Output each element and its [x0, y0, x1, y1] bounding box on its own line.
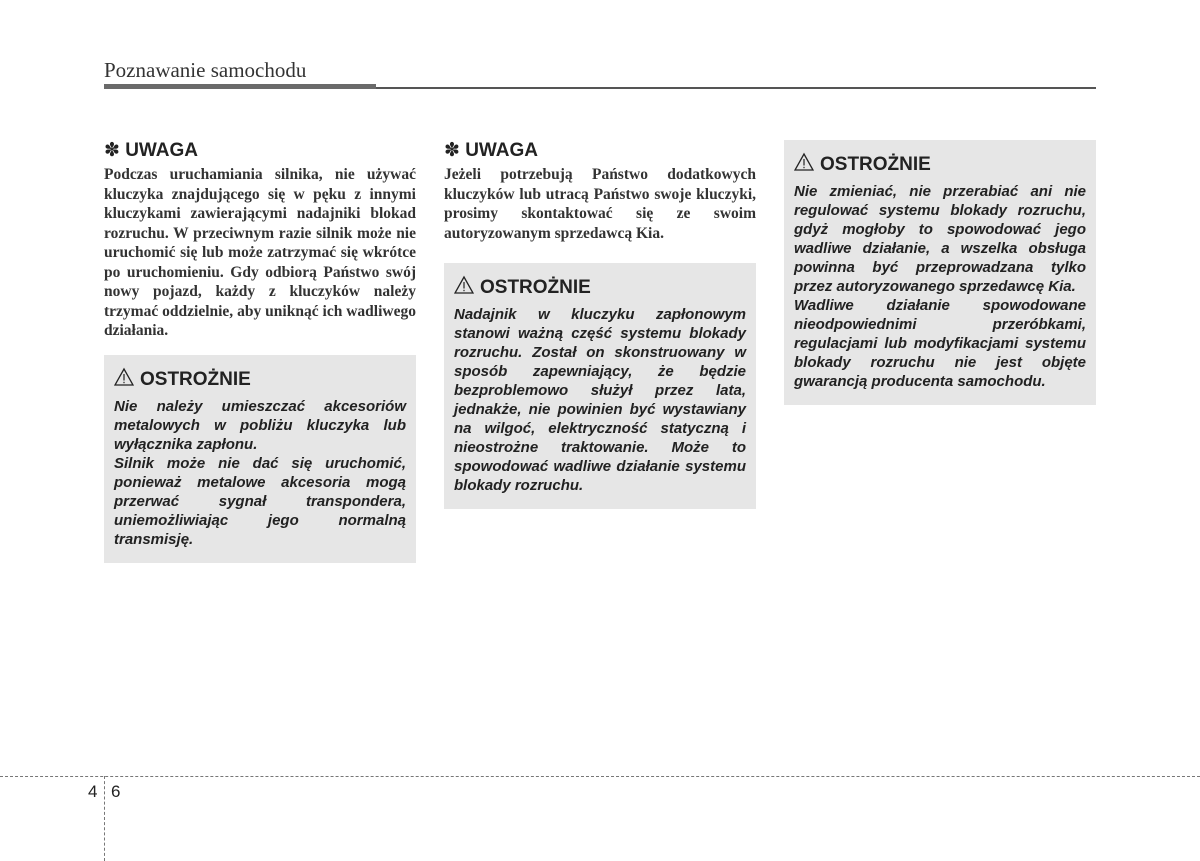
warning-triangle-icon	[114, 367, 134, 393]
header-rule-accent	[104, 84, 376, 89]
note-heading: ✽ UWAGA	[444, 140, 539, 161]
caution-box	[444, 263, 756, 509]
warning-triangle-icon	[794, 152, 814, 178]
page-section-number: 4	[88, 782, 98, 801]
warning-triangle-icon	[454, 275, 474, 301]
caution-title-text: OSTROŻNIE	[140, 368, 251, 390]
header-rule	[376, 87, 1096, 89]
caution-text: Silnik może nie dać się uruchomić, ponieważ metalowe akcesoria mogą przerwać sygnał transpondera, uniemożliwiając jego normalną transmisję.	[114, 454, 406, 548]
footer-vertical-divider	[104, 776, 105, 861]
caution-title	[114, 367, 406, 393]
page-header-title: Poznawanie samochodu	[104, 58, 307, 82]
caution-title	[454, 275, 746, 301]
footer-divider	[0, 776, 1200, 777]
column-left	[104, 140, 416, 563]
note-body: Jeżeli potrzebują Państwo dodatkowych kluczyków lub utracą Państwo swoje kluczyki, prosimy skontaktować się ze swoim autoryzowanym sprzedawcą Kia.	[444, 166, 756, 242]
column-right	[784, 140, 1096, 405]
page-number: 6	[111, 782, 121, 801]
column-middle	[444, 140, 756, 509]
caution-title-text: OSTROŻNIE	[480, 277, 591, 298]
caution-text: Nadajnik w kluczyku zapłonowym stanowi ważną część systemu blokady rozruchu. Został on skonstruowany w sposób zapewniający, że będzie bezproblemowo służył przez lata, jednakże, nie powinien być wystawiany na wilgoć, elektryczność statyczną i nieostrożne traktowanie. Może to spowodować wadliwe działanie systemu blokady rozruchu.	[454, 306, 746, 494]
note-body: Podczas uruchamiania silnika, nie używać kluczyka znajdującego się w pęku z innymi kluczykami zawierającymi nadajniki blokad rozruchu. W przeciwnym razie silnik może nie uruchomić się lub może zatrzymać się wkrótce po uruchomieniu. Gdy odbiorą Państwo swój nowy pojazd, każdy z kluczyków należy trzymać oddzielnie, aby uniknąć ich wadliwego działania.	[104, 166, 416, 339]
caution-text: Nie zmieniać, nie przerabiać ani nie regulować systemu blokady rozruchu, gdyż mogłoby to spowodować jego wadliwe działanie, a wszelka obsługa powinna być przeprowadzana tylko przez autoryzowanego sprzedawcę Kia.	[794, 183, 1086, 295]
caution-box	[784, 140, 1096, 405]
caution-title	[794, 152, 1086, 178]
note-heading: ✽ UWAGA	[104, 140, 199, 161]
caution-text: Nie należy umieszczać akcesoriów metalowych w pobliżu kluczyka lub wyłącznika zapłonu.	[114, 397, 406, 453]
caution-text: Wadliwe działanie spowodowane nieodpowiednimi przeróbkami, regulacjami lub modyfikacjami systemu blokady rozruchu nie jest objęte gwarancją producenta samochodu.	[794, 297, 1086, 390]
caution-title-text: OSTROŻNIE	[820, 154, 931, 175]
caution-box	[104, 355, 416, 563]
